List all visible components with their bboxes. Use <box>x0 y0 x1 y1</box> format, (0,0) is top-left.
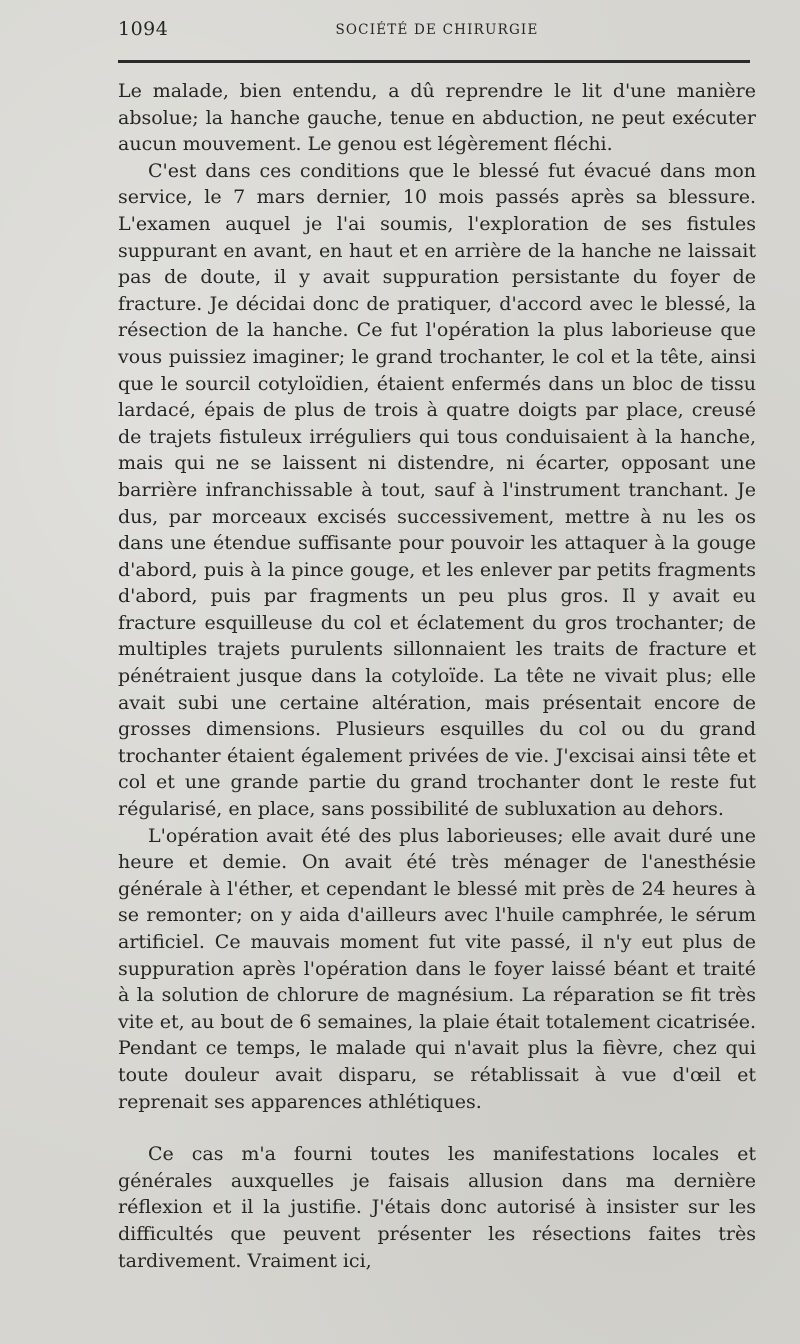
running-head <box>118 18 756 44</box>
paragraph-2: C'est dans ces conditions que le blessé fut évacué dans mon service, le 7 mars dernier, 10 mois passés après sa blessure. L'examen auquel je l'ai soumis, l'exploration de ses fistules suppurant en avant, en haut et en arrière de la hanche ne laissait pas de doute, il y avait suppuration persistante du foyer de fracture. Je décidai donc de pratiquer, d'accord avec le blessé, la résection de la hanche. Ce fut l'opération la plus laborieuse que vous puissiez imaginer; le grand trochanter, le col et la tête, ainsi que le sourcil cotyloïdien, étaient enfermés dans un bloc de tissu lardacé, épais de plus de trois à quatre doigts par place, creusé de trajets fistuleux irréguliers qui tous conduisaient à la hanche, mais qui ne se laissent ni distendre, ni écarter, opposant une barrière infranchissable à tout, sauf à l'instrument tranchant. Je dus, par morceaux excisés successivement, mettre à nu les os dans une étendue suffisante pour pouvoir les attaquer à la gouge d'abord, puis à la pince gouge, et les enlever par petits fragments d'abord, puis par fragments un peu plus gros. Il y avait eu fracture esquilleuse du col et éclatement du gros trochanter; de multiples trajets purulents sillonnaient les traits de fracture et pénétraient jusque dans la cotyloïde. La tête ne vivait plus; elle avait subi une certaine altération, mais présentait encore de grosses dimensions. Plusieurs esquilles du col ou du grand trochanter étaient également privées de vie. J'excisai ainsi tête et col et une grande partie du grand trochanter dont le reste fut régularisé, en place, sans possibilité de subluxation au dehors. <box>118 159 756 821</box>
paragraph-4: Ce cas m'a fourni toutes les manifestations locales et générales auxquelles je faisais allusion dans ma dernière réflexion et il la justifie. J'étais donc autorisé à insister sur les difficultés que peuvent présenter les résections faites très tardivement. Vraiment ici, <box>118 1143 756 1272</box>
page-number: 1094 <box>118 18 169 40</box>
paragraph-1: Le malade, bien entendu, a dû reprendre le lit d'une manière absolue; la hanche gauche, tenue en abduction, ne peut exécuter aucun mouvement. Le genou est légèrement fléchi. <box>118 80 756 156</box>
header-rule <box>118 60 750 63</box>
body-text <box>118 78 756 1274</box>
journal-title: SOCIÉTÉ DE CHIRURGIE <box>335 22 539 38</box>
paragraph-3: L'opération avait été des plus laborieuses; elle avait duré une heure et demie. On avait été très ménager de l'anesthésie générale à l'éther, et cependant le blessé mit près de 24 heures à se remonter; on y aida d'ailleurs avec l'huile camphrée, le sérum artificiel. Ce mauvais moment fut vite passé, il n'y eut plus de suppuration après l'opération dans le foyer laissé béant et traité à la solution de chlorure de magnésium. La réparation se fit très vite et, au bout de 6 semaines, la plaie était totalement cicatrisée. Pendant ce temps, le malade qui n'avait plus la fièvre, chez qui toute douleur avait disparu, se rétablissait à vue d'œil et reprenait ses apparences athlétiques. <box>118 824 756 1113</box>
